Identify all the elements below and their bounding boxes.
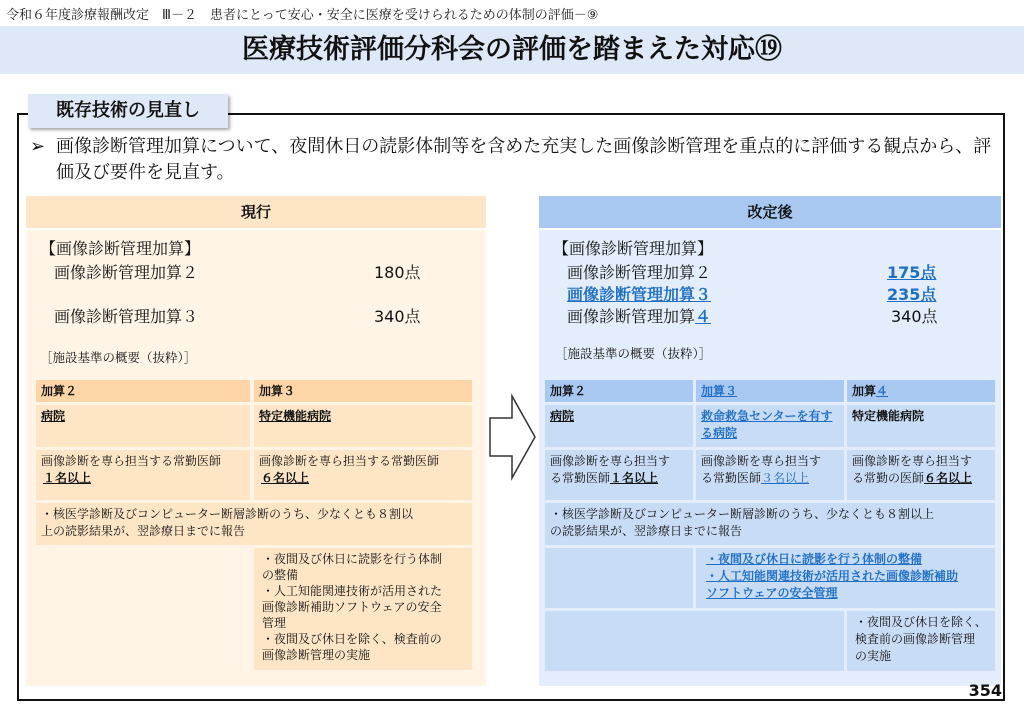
cell-line: 上の読影結果が、翌診療日までに報告	[41, 524, 246, 538]
cell-line: の実施	[855, 649, 892, 663]
revised-header: 改定後	[539, 196, 1001, 228]
revised-table-cell	[545, 450, 693, 500]
current-table-cell: 特定機能病院	[254, 405, 472, 447]
revised-table-cell	[847, 450, 995, 500]
cell-line: 画像診断を専ら担当する常勤医師	[41, 454, 222, 468]
revised-item-name	[567, 304, 711, 327]
cell-line: 画像診断を専ら担当す	[550, 454, 671, 468]
revised-item-points: 340点	[891, 307, 938, 326]
cell-line: る常勤医師	[701, 471, 762, 485]
cell-line: ・人工知能関連技術が活用された画像診断補助	[706, 569, 959, 583]
cell-line: る常勤の医師	[852, 471, 925, 485]
lead-paragraph	[30, 134, 1005, 186]
current-panel	[26, 230, 486, 686]
revised-table-cell: 病院	[545, 405, 693, 447]
current-item-name: 画像診断管理加算３	[54, 307, 199, 326]
cell-line: １名以上	[43, 471, 92, 485]
current-item-points: 180点	[374, 263, 421, 282]
current-table-cell-empty	[36, 548, 250, 670]
revised-criteria-label: ［施設基準の概要（抜粋）］	[555, 346, 712, 361]
cell-emphasis: １名以上	[610, 471, 659, 485]
cell-line: 管理	[262, 616, 287, 630]
revised-category: 【画像診断管理加算】	[553, 239, 714, 258]
current-table-cell	[36, 503, 472, 545]
header-suffix: ４	[876, 384, 889, 398]
revised-table-cell: 特定機能病院	[847, 405, 995, 447]
current-item-points: 340点	[374, 307, 421, 326]
revised-item-name: 画像診断管理加算２	[567, 263, 712, 282]
arrow-bullet-icon: ➢	[30, 136, 46, 157]
cell-emphasis: ６名以上	[924, 471, 973, 485]
item-name-suffix: ４	[695, 307, 712, 326]
item-name-prefix: 画像診断管理加算	[567, 307, 696, 326]
cell-line: ・人工知能関連技術が活用された	[262, 584, 443, 598]
current-table-header: 加算２	[36, 380, 250, 402]
current-table-cell	[254, 450, 472, 500]
revised-table-cell	[847, 611, 995, 671]
lead-text: 画像診断管理加算について、夜間休日の読影体制等を含めた充実した画像診断管理を重点的に評価する観点から、評価及び要件を見直す。	[56, 136, 992, 183]
revised-table-cell-empty	[545, 548, 693, 608]
header-prefix: 加算	[852, 384, 877, 398]
current-criteria-label: ［施設基準の概要（抜粋）］	[40, 350, 197, 365]
revised-table-header: 加算２	[545, 380, 693, 402]
cell-line: の整備	[262, 568, 299, 582]
right-arrow-icon	[488, 392, 538, 482]
cell-line: 画像診断補助ソフトウェアの安全	[262, 600, 442, 614]
page-number: 354	[968, 681, 1002, 700]
cell-line: 画像診断を専ら担当す	[852, 454, 973, 468]
cell-line: る常勤医師	[550, 471, 611, 485]
revised-item-points: 235点	[887, 285, 937, 304]
revised-table-header	[847, 380, 995, 402]
revised-table-header: 加算３	[696, 380, 844, 402]
current-table-header: 加算３	[254, 380, 472, 402]
revised-table-cell-empty	[545, 611, 844, 671]
cell-line: ・核医学診断及びコンピューター断層診断のうち、少なくとも８割以上	[550, 507, 935, 521]
cell-line: ・夜間及び休日に読影を行う体制	[262, 552, 443, 566]
cell-line: ・夜間及び休日に読影を行う体制の整備	[706, 552, 923, 566]
cell-line: 画像診断を専ら担当する常勤医師	[259, 454, 440, 468]
section-tab: 既存技術の見直し	[28, 94, 228, 128]
revised-table-cell	[696, 548, 995, 608]
cell-line: ６名以上	[261, 471, 310, 485]
revised-item-points: 175点	[887, 263, 937, 282]
current-item-name: 画像診断管理加算２	[54, 263, 199, 282]
revised-table-cell	[696, 450, 844, 500]
revised-table-cell	[545, 503, 995, 545]
cell-emphasis: ３名以上	[761, 471, 810, 485]
revised-item-name: 画像診断管理加算３	[567, 285, 712, 304]
cell-line: 画像診断管理の実施	[262, 648, 371, 662]
title-bar	[0, 26, 1024, 74]
cell-line: ・夜間及び休日を除く、検査前の	[262, 632, 442, 646]
current-table-cell: 病院	[36, 405, 250, 447]
revised-table-cell: 救命救急センターを有する病院	[696, 405, 844, 447]
current-table-cell	[36, 450, 250, 500]
current-category: 【画像診断管理加算】	[40, 239, 201, 258]
cell-line: 画像診断を専ら担当す	[701, 454, 822, 468]
cell-line: ソフトウェアの安全管理	[706, 586, 838, 600]
cell-line: ・夜間及び休日を除く、	[855, 615, 987, 629]
cell-line: の読影結果が、翌診療日までに報告	[550, 524, 743, 538]
page-title: 医療技術評価分科会の評価を踏まえた対応⑲	[242, 34, 782, 65]
cell-line: ・核医学診断及びコンピューター断層診断のうち、少なくとも８割以	[41, 507, 414, 521]
cell-line: 検査前の画像診断管理	[855, 632, 976, 646]
breadcrumb: 令和６年度診療報酬改定 Ⅲ－２ 患者にとって安心・安全に医療を受けられるための体制の評価－⑨	[6, 8, 599, 23]
revised-panel	[539, 230, 1001, 686]
current-table-cell	[254, 548, 472, 670]
current-header: 現行	[26, 196, 486, 228]
